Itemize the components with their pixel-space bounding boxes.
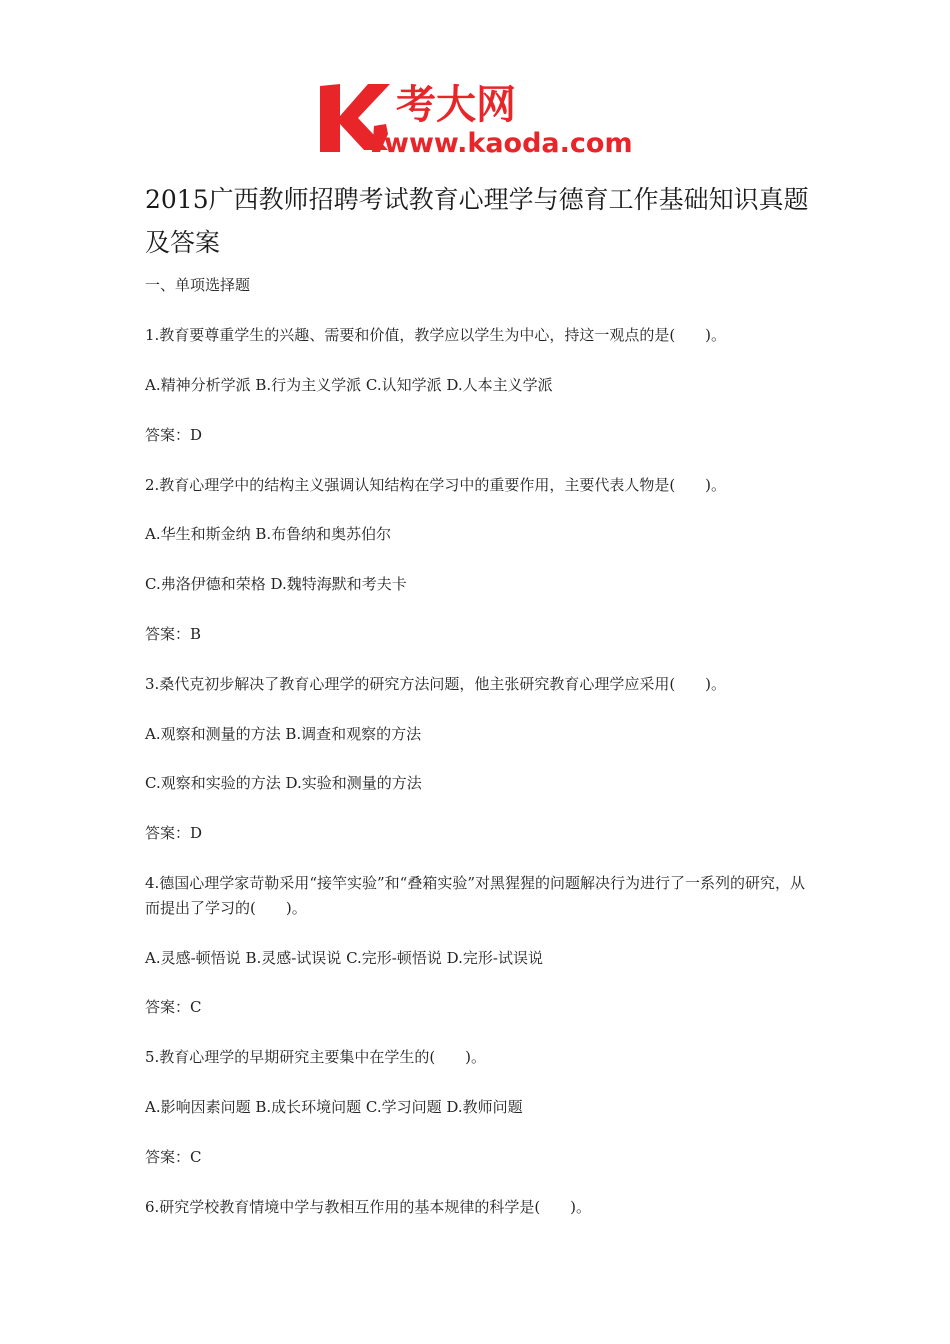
question-3-options-cd: C.观察和实验的方法 D.实验和测量的方法 <box>145 774 422 792</box>
question-4-answer: 答案：C <box>145 998 202 1016</box>
question-4-options: A.灵感-顿悟说 B.灵感-试误说 C.完形-顿悟说 D.完形-试误说 <box>145 949 543 967</box>
question-5-options: A.影响因素问题 B.成长环境问题 C.学习问题 D.教师问题 <box>145 1098 523 1116</box>
section-heading: 一、单项选择题 <box>145 276 251 294</box>
brand-name-text: 考大网 <box>396 82 516 128</box>
kaoda-logo-graphic <box>318 78 648 158</box>
question-3-answer: 答案：D <box>145 824 203 842</box>
question-1: 1.教育要尊重学生的兴趣、需要和价值，教学应以学生为中心，持这一观点的是( )。 <box>145 326 727 344</box>
question-4: 4.德国心理学家苛勒采用“接竿实验”和“叠箱实验”对黑猩猩的问题解决行为进行了一系列的研究，从而提出了学习的( )。 <box>145 874 805 917</box>
question-5: 5.教育心理学的早期研究主要集中在学生的( )。 <box>145 1048 487 1066</box>
question-5-answer: 答案：C <box>145 1148 202 1166</box>
question-1-options: A.精神分析学派 B.行为主义学派 C.认知学派 D.人本主义学派 <box>145 376 553 394</box>
question-6: 6.研究学校教育情境中学与教相互作用的基本规律的科学是( )。 <box>145 1198 592 1216</box>
kaoda-logo <box>318 78 648 158</box>
question-1-answer: 答案：D <box>145 426 203 444</box>
document-title: 2015广西教师招聘考试教育心理学与德育工作基础知识真题及答案 <box>145 185 809 257</box>
k-emblem-icon <box>320 84 390 152</box>
question-3-options-ab: A.观察和测量的方法 B.调查和观察的方法 <box>145 725 422 743</box>
question-2-options-cd: C.弗洛伊德和荣格 D.魏特海默和考夫卡 <box>145 575 407 593</box>
question-2: 2.教育心理学中的结构主义强调认知结构在学习中的重要作用，主要代表人物是( )。 <box>145 476 727 494</box>
question-2-options-ab: A.华生和斯金纳 B.布鲁纳和奥苏伯尔 <box>145 525 392 543</box>
question-3: 3.桑代克初步解决了教育心理学的研究方法问题，他主张研究教育心理学应采用( )。 <box>145 675 727 693</box>
question-2-answer: 答案：B <box>145 625 202 643</box>
brand-url-text: www.kaoda.com <box>384 128 633 158</box>
